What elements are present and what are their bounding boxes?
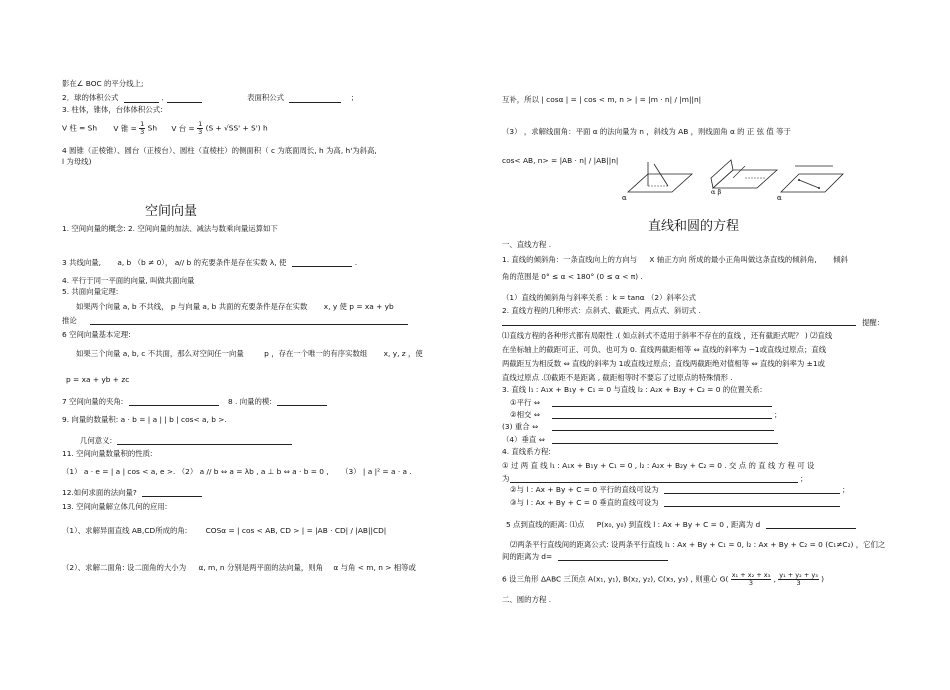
text-line: ③与 l : Ax + By + C = 0 垂直的直线可设为	[510, 498, 659, 507]
blank-rule	[552, 443, 778, 444]
text-line: 2．球的体积公式 , 表面积公式 ；	[62, 93, 359, 102]
text-line: 4 圆锥（正棱锥）、圆台（正棱台）、圆柱（直棱柱）的侧面积（ c 为底面周长, h 为高, h'为斜高,	[62, 146, 377, 155]
text-line: 1. 空间向量的概念: 2. 空间向量的加法、减法与数乘向量运算如下	[62, 224, 278, 233]
figure-skew-lines	[775, 158, 847, 202]
text-line: 11. 空间向量数量积的性质:	[62, 449, 153, 458]
text-line: 提醒：	[862, 318, 885, 327]
blank	[129, 398, 219, 406]
text-line: 6 空间向量基本定理:	[62, 330, 131, 339]
formula-frustum: V 台 =	[171, 123, 195, 133]
blank-rule	[552, 418, 772, 419]
text-line: (3) 重合 ⇔	[502, 422, 539, 431]
text-line: 为	[502, 474, 510, 483]
text-line: 影在∠ BOC 的平分线上;	[62, 79, 144, 88]
text-line: 几何意义:	[80, 436, 295, 445]
text-line: ①平行 ⇔	[510, 398, 540, 407]
blank-rule	[664, 506, 840, 507]
formula: p = xa + yb + zc	[66, 375, 130, 384]
sphere-volume-label: 2．球的体积公式	[62, 93, 119, 102]
text-line: 直线过原点 .⑶截距不是距离 , 截距相等时不要忘了过原点的特殊情形 .	[502, 373, 733, 382]
text-line: 7 空间向量的夹角: 8 . 向量的模:	[62, 397, 330, 406]
text-line: 1. 直线的倾斜角：一条直线向上的方向与 X 轴正方向 所成的最小正角叫做这条直线的倾斜角, 倾斜	[502, 255, 848, 264]
text-line: （2）、求解二面角: 设二面角的大小为 α, m, n 分别是两平面的法向量，则角 α 与角 < m, n > 相等或	[62, 563, 416, 572]
blank	[124, 95, 159, 103]
blank	[289, 95, 341, 103]
text-line: 5. 共面向量定理:	[62, 287, 119, 296]
text-line: 12.如何求面的法向量?	[62, 488, 205, 497]
figure-label: α β	[711, 188, 722, 196]
blank-rule	[510, 482, 798, 483]
text-line: 二、圆的方程 .	[502, 595, 552, 604]
text-line: 13. 空间向量解立体几何的应用:	[62, 502, 168, 511]
blank-rule	[552, 406, 772, 407]
blank	[766, 521, 856, 529]
section-heading-line-circle: 直线和圆的方程	[648, 219, 740, 234]
blank-rule	[664, 493, 840, 494]
text-line: ⑴直线方程的各种形式都有局限性 .( 如点斜式不适用于斜率不存在的直线 ，还有截距式呢？ ) ⑵直线	[502, 331, 833, 340]
text-line: 3 共线向量, a, b （b ≠ 0）， a// b 的充要条件是存在实数 λ, 使 .	[62, 258, 358, 267]
text-line: l 为母线)	[62, 157, 92, 166]
text-line: 如果三个向量 a, b, c 不共面，那么对空间任一向量 p ，存在一个唯一的有序实数组 x, y, z ，使	[76, 349, 423, 358]
centroid-formula: 6 设三角形 ΔABC 三顶点 A(x₁, y₁), B(x₂, y₂), C(x₃, y₃) , 则重心 G( $\frac{\text{x₁ + x₂ + x₃}}{3}$ , $\frac{\text{y₁ + y₂ + y₃}}{3}$ )	[502, 571, 825, 587]
surface-area-label: 表面积公式	[247, 93, 285, 102]
text-line: （1） a · e = | a | cos < a, e >. （2） a // b ⇔ a = λb , a ⊥ b ⇔ a · b = 0 , （3） | a |² = a · a .	[62, 467, 412, 476]
formula-prism: V 柱 = Sh	[62, 123, 98, 133]
figure-plane-normal	[618, 158, 696, 202]
formula: cos< AB, n> = |AB · n| / |AB||n|	[502, 156, 619, 165]
blank-rule	[90, 324, 408, 325]
figure-label: α	[622, 194, 627, 202]
punct: ；	[842, 485, 850, 494]
blank	[277, 398, 327, 406]
volume-formulas: V 柱 = Sh V 锥 = $\frac{1}{3}$ Sh V 台 = $\frac{1}{3}$ (S + √SS' + S') h	[62, 120, 268, 136]
figure-dihedral-angle	[705, 158, 783, 202]
text-line: ②相交 ⇔	[510, 410, 540, 419]
blank	[292, 259, 352, 267]
text-line: 如果两个向量 a, b 不共线， p 与向量 a, b 共面的充要条件是存在实数 x, y 使 p = xa + yb	[76, 302, 394, 311]
text-line: 两截距互为相反数 ⇔ 直线的斜率为 1或直线过原点；直线两截距绝对值相等 ⇔ 直线的斜率为 ±1或	[502, 359, 825, 368]
text-line: （3） ，求解线面角：平面 α 的法向量为 n ，斜线为 AB ，则线面角 α 的 正 弦 值 等于	[502, 127, 791, 136]
text-line: ⑵两条平行直线间的距离公式: 设两条平行直线 l₁ : Ax + By + C₁ = 0, l₂ : Ax + By + C₂ = 0 (C₁≠C₂) ，它们之	[510, 540, 886, 549]
text-line: ① 过 两 直 线 l₁ : A₁x + B₁y + C₁ = 0 , l₂ : A₂x + B₂y + C₂ = 0 . 交 点 的 直 线 方 程 可 设	[502, 461, 815, 470]
formula-pyramid: V 锥 =	[113, 123, 137, 133]
fraction: $\frac{1}{3}$	[198, 120, 203, 136]
text-line: 9. 向量的数量积: a · b = | a | | b | cos< a, b >.	[62, 415, 227, 424]
blank	[558, 553, 668, 561]
text-line: （1）、求解异面直线 AB,CD所成的角: COSα = | cos < AB, CD > | = |AB · CD| / |AB||CD|	[62, 526, 387, 535]
text-line: 5 点到直线的距离: ⑴点 P(x₀, y₀) 到直线 l : Ax + By + C = 0 , 距离为 d	[506, 520, 859, 529]
punct: ；	[350, 93, 359, 102]
figure-label: α	[777, 194, 782, 202]
text-line: 4. 平行于同一平面的向量, 叫做共面向量	[62, 276, 195, 285]
text-line: 3. 柱体，锥体，台体体积公式:	[62, 105, 163, 114]
text-line: 一、直线方程 .	[502, 240, 552, 249]
text-line: 4. 直线系方程:	[502, 447, 551, 456]
fraction: $\frac{1}{3}$	[140, 120, 145, 136]
fraction: $\frac{\text{y₁ + y₂ + y₃}}{3}$	[779, 571, 818, 587]
blank	[167, 95, 202, 103]
text-line: 2. 直线方程的几种形式：点斜式、截距式、两点式、斜切式 .	[502, 306, 701, 315]
blank	[117, 437, 292, 445]
punct: ；	[774, 410, 782, 419]
text-line: 互补，所以 | cosα | = | cos < m, n > | = |m · n| / |m||n|	[502, 95, 702, 104]
text-line: （1）直线的倾斜角与斜率关系 ：k = tanα （2）斜率公式	[502, 293, 697, 302]
fraction: $\frac{\text{x₁ + x₂ + x₃}}{3}$	[731, 571, 771, 587]
section-heading-space-vector: 空间向量	[145, 204, 198, 219]
text-line: 角的范围是 0° ≤ α < 180° (0 ≤ α < π) .	[502, 272, 643, 281]
text-line: （4）垂直 ⇔	[502, 435, 545, 444]
text-line: 推论	[62, 316, 77, 325]
text-line: 间的距离为 d=	[502, 552, 671, 561]
blank	[142, 489, 202, 497]
text-line: 3. 直线 l₁ : A₁x + B₁y + C₁ = 0 与直线 l₂ : A₂x + B₂y + C₂ = 0 的位置关系:	[502, 385, 763, 394]
blank-rule	[552, 430, 774, 431]
blank-rule	[502, 325, 856, 326]
text-line: 在坐标轴上的截距可正、可负、也可为 0. 直线两截距相等 ⇔ 直线的斜率为 −1或直线过原点；直线	[502, 345, 827, 354]
punct: ；	[800, 474, 808, 483]
text-line: ②与 l : Ax + By + C = 0 平行的直线可设为	[510, 485, 659, 494]
